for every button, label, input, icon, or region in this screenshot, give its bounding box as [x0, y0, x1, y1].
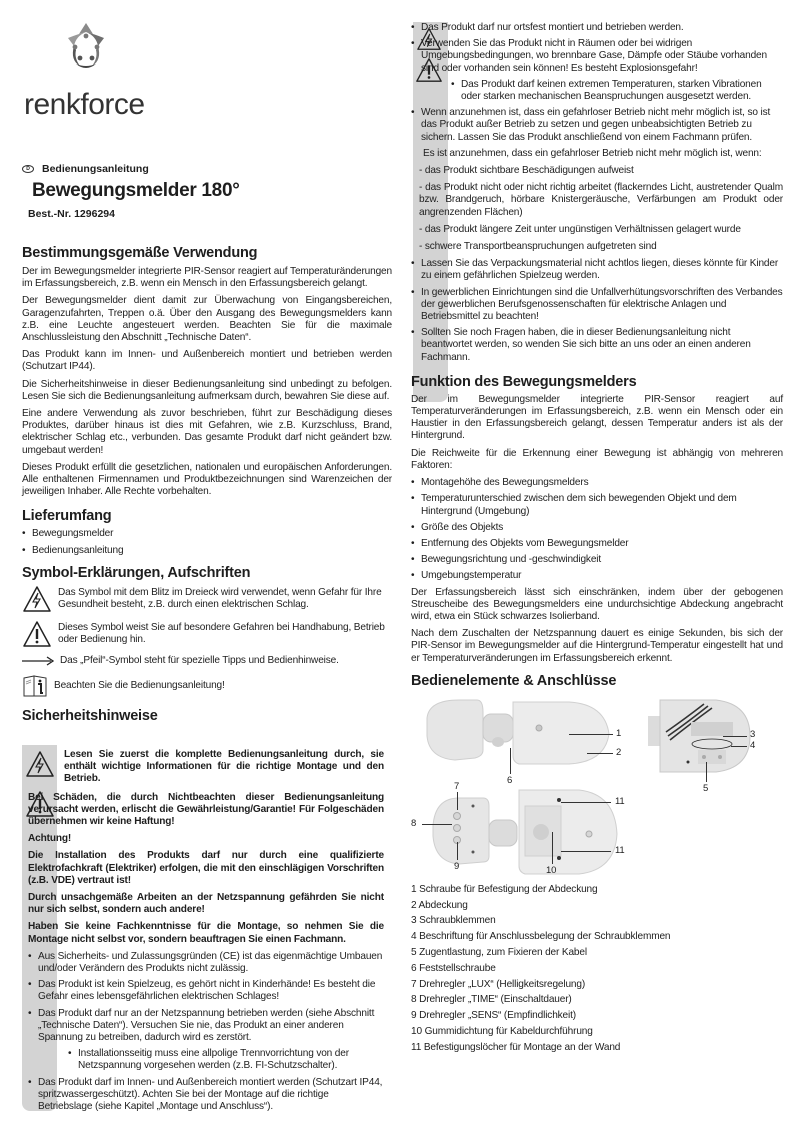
- device-figure: [411, 696, 783, 876]
- safety-item: • Das Produkt darf keinen extremen Temperaturen, starken Vibrationen oder starken mechanischen Beanspruchungen ausgesetzt werden.: [451, 79, 783, 103]
- lightning-triangle-icon: [22, 585, 52, 613]
- list-item: • Bewegungsmelder: [22, 528, 392, 540]
- renkforce-star-icon: [56, 20, 116, 80]
- brand-logo: [22, 20, 162, 120]
- article-number: Best.-Nr. 1296294: [28, 208, 115, 220]
- callout-2: 2: [616, 746, 622, 758]
- paragraph: Nach dem Zuschalten der Netzspannung dauert es einige Sekunden, bis sich der PIR-Sensor im Bewegungsmelder auf die Hintergrund-Temperatur eingestellt hat und er Temperaturveränderungen im Erfassungsbereich erkennt.: [411, 628, 783, 664]
- paragraph: Der im Bewegungsmelder integrierte PIR-Sensor reagiert auf Temperaturänderungen im Erfassungsbereich, z.B. wenn ein Mensch in den Erfassungsbereich gelangt.: [22, 266, 392, 290]
- safety-item: • Installationsseitig muss eine allpolige Trennvorrichtung von der Netzspannung vorgesehen werden (z.B. FI-Schutzschalter).: [68, 1048, 384, 1072]
- condition-item: - das Produkt längere Zeit unter ungünstigen Verhältnissen gelagert wurde: [419, 223, 741, 235]
- safety-item: • Verwenden Sie das Produkt nicht in Räumen oder bei widrigen Umgebungsbedingungen, wo brennbare Gase, Dämpfe oder Stäube vorhanden sind oder vorhanden sein können! Es besteht Explosionsgefahr!: [411, 38, 783, 75]
- right-column: [411, 22, 783, 1058]
- list-item: • Entfernung des Objekts vom Bewegungsmelder: [411, 538, 783, 550]
- safety-item: • Wenn anzunehmen ist, dass ein gefahrloser Betrieb nicht mehr möglich ist, so ist das Produkt außer Betrieb zu setzen und gegen unbeabsichtigten Betrieb zu sichern. Lassen Sie das Produkt anschließend von einem Fachmann prüfen.: [411, 107, 783, 144]
- paragraph: Dieses Produkt erfüllt die gesetzlichen, nationalen und europäischen Anforderungen. Alle enthaltenen Firmennamen und Produktbezeichnungen sind Warenzeichen der jeweiligen Inhaber. Alle Rechte vorbehalten.: [22, 461, 392, 498]
- section-heading-safety: Sicherheitshinweise: [22, 708, 158, 725]
- safety-left-content: [28, 749, 384, 1117]
- callout-8: 8: [411, 817, 417, 829]
- callout-4: 4: [750, 739, 756, 751]
- symbol-text: Beachten Sie die Bedienungsanleitung!: [54, 679, 225, 691]
- symbol-text: Das Symbol mit dem Blitz im Dreieck wird verwendet, wenn Gefahr für Ihre Gesundheit besteht, z.B. durch einen elektrischen Schlag.: [58, 586, 382, 611]
- brand-name: renkforce: [24, 88, 145, 121]
- symbol-row: [22, 585, 392, 613]
- legend-item: 10 Gummidichtung für Kabeldurchführung: [411, 1025, 593, 1037]
- callout-11a: 11: [615, 795, 625, 807]
- conditions-list: [411, 165, 783, 253]
- symbol-row: [22, 620, 392, 648]
- legend-item: 9 Drehregler „SENS“ (Empfindlichkeit): [411, 1010, 576, 1022]
- list-item: • Montagehöhe des Bewegungsmelders: [411, 477, 783, 489]
- legend-item: 3 Schraubklemmen: [411, 915, 496, 927]
- safety-item: • Aus Sicherheits- und Zulassungsgründen (CE) ist das eigenmächtige Umbauen und/oder Verändern des Produkts nicht zulässig.: [28, 951, 384, 975]
- safety-item: • Das Produkt darf nur an der Netzspannung betrieben werden (siehe Abschnitt „Technische Daten“). Versuchen Sie nie, das Produkt an einer anderen Spannung zu betreiben, dadurch wird es zerstört.: [28, 1008, 384, 1045]
- safety-item: • Das Produkt darf im Innen- und Außenbereich montiert werden (Schutzart IP44, spritzwassergeschützt). Achten Sie bei der Montage auf die richtige Betriebslage (siehe Kapitel „Montage und Anschluss“).: [28, 1077, 384, 1114]
- doc-type-label: [22, 163, 149, 175]
- section-heading-function: Funktion des Bewegungsmelders: [411, 373, 637, 390]
- legend-item: 11 Befestigungslöcher für Montage an der Wand: [411, 1041, 621, 1053]
- section-heading-scope: Lieferumfang: [22, 508, 112, 525]
- legend-item: 7 Drehregler „LUX“ (Helligkeitsregelung): [411, 978, 586, 990]
- callout-5: 5: [703, 782, 709, 794]
- callout-10: 10: [546, 864, 557, 876]
- paragraph: Das Produkt kann im Innen- und Außenbereich montiert und betrieben werden (Schutzart IP44).: [22, 349, 392, 373]
- doc-type-text: Bedienungsanleitung: [42, 163, 149, 175]
- legend-item: 4 Beschriftung für Anschlussbelegung der Schraubklemmen: [411, 931, 671, 943]
- condition-item: - schwere Transportbeanspruchungen aufgetreten sind: [419, 241, 657, 253]
- factors-list: [411, 477, 783, 582]
- callout-1: 1: [616, 727, 622, 739]
- arrow-icon: [22, 656, 54, 666]
- list-item: • Größe des Objekts: [411, 522, 783, 534]
- paragraph: Eine andere Verwendung als zuvor beschrieben, führt zur Beschädigung dieses Produktes, darüber hinaus ist dies mit Gefahren, wie z.B. Kurzschluss, Brand, elektrischer Schlag etc., verbunden. Das gesamte Produkt darf nicht geändert bzw. umgebaut werden!: [22, 408, 392, 456]
- legend-item: 1 Schraube für Befestigung der Abdeckung: [411, 883, 598, 895]
- callout-3: 3: [750, 728, 756, 740]
- list-item: • Bewegungsrichtung und -geschwindigkeit: [411, 554, 783, 566]
- paragraph: Der Erfassungsbereich lässt sich einschränken, indem über der gebogenen Streuscheibe des Bewegungsmelders eine undurchsichtige Abdeckung angebracht wird, etwa ein Stück schwarzes Isolierband.: [411, 586, 783, 622]
- language-de-icon: D: [22, 165, 34, 173]
- safety-item: • Lassen Sie das Verpackungsmaterial nicht achtlos liegen, dieses könnte für Kinder zu einem gefährlichen Spielzeug werden.: [411, 258, 783, 282]
- paragraph: Der im Bewegungsmelder integrierte PIR-Sensor reagiert auf Temperaturveränderungen im Erfassungsbereich, z.B. wenn ein Mensch oder ein Haustier in den Erfassungsbereich gelangt, dessen Temperatur anders ist als der Hintergrund.: [411, 393, 783, 442]
- safety-item: • In gewerblichen Einrichtungen sind die Unfallverhütungsvorschriften des Verbandes der gewerblichen Berufsgenossenschaften für elektrische Anlagen und Betriebsmittel zu beachten!: [411, 287, 783, 324]
- legend-item: 2 Abdeckung: [411, 899, 468, 911]
- callout-7: 7: [454, 780, 460, 792]
- safety-note: Haben Sie keine Fachkenntnisse für die Montage, so nehmen Sie die Montage nicht selbst vor, sondern beauftragen Sie einen Fachmann.: [28, 921, 384, 945]
- legend-item: 5 Zugentlastung, zum Fixieren der Kabel: [411, 946, 587, 958]
- safety-note: Bei Schäden, die durch Nichtbeachten dieser Bedienungsanleitung verursacht werden, erlischt die Gewährleistung/Garantie! Für Folgeschäden übernehmen wir keine Haftung!: [28, 791, 384, 828]
- callout-6: 6: [507, 774, 513, 786]
- symbol-text: Dieses Symbol weist Sie auf besondere Gefahren bei Handhabung, Betrieb oder Bedienung hin.: [58, 621, 385, 646]
- left-column: [22, 245, 392, 727]
- safety-note: Durch unsachgemäße Arbeiten an der Netzspannung gefährden Sie nicht nur sich selbst, sondern auch andere!: [28, 892, 384, 916]
- callout-11b: 11: [615, 844, 625, 856]
- safety-list-continued: [411, 22, 783, 144]
- condition-item: - das Produkt sichtbare Beschädigungen aufweist: [419, 165, 634, 177]
- safety-note: Lesen Sie zuerst die komplette Bedienungsanleitung durch, sie enthält wichtige Informationen für die richtige Montage und den Betrieb.: [64, 749, 384, 785]
- attention-label: Achtung!: [28, 833, 72, 845]
- section-heading-symbols: Symbol-Erklärungen, Aufschriften: [22, 564, 251, 581]
- safety-item: • Das Produkt ist kein Spielzeug, es gehört nicht in Kinderhände! Es besteht die Gefahr eines lebensgefährlichen elektrischen Schlages!: [28, 979, 384, 1003]
- paragraph: Die Reichweite für die Erkennung einer Bewegung ist abhängig von mehreren Faktoren:: [411, 447, 783, 471]
- safety-item: • Sollten Sie noch Fragen haben, die in dieser Bedienungsanleitung nicht beantwortet werden, so wenden Sie sich bitte an uns oder an einen anderen Fachmann.: [411, 327, 783, 364]
- list-item: • Temperaturunterschied zwischen dem sich bewegenden Objekt und dem Hintergrund (Umgebung): [411, 493, 783, 517]
- safety-item: • Das Produkt darf nur ortsfest montiert und betrieben werden.: [411, 22, 783, 34]
- callout-9: 9: [454, 860, 460, 872]
- list-item: • Umgebungstemperatur: [411, 570, 783, 582]
- legend-item: 8 Drehregler „TIME“ (Einschaltdauer): [411, 994, 572, 1006]
- section-heading-controls: Bedienelemente & Anschlüsse: [411, 672, 617, 689]
- legend-item: 6 Feststellschraube: [411, 962, 496, 974]
- list-item: • Bedienungsanleitung: [22, 545, 392, 557]
- exclamation-triangle-icon: [22, 620, 52, 648]
- product-title: Bewegungsmelder 180°: [32, 180, 240, 201]
- device-front-image: [419, 696, 622, 776]
- paragraph: Die Sicherheitshinweise in dieser Bedienungsanleitung sind unbedingt zu befolgen. Lesen Sie sich die Bedienungsanleitung aufmerksam durch, bewahren Sie diese auf.: [22, 378, 392, 402]
- manual-info-icon: [22, 674, 48, 698]
- scope-list: [22, 528, 392, 556]
- symbol-row: [22, 655, 392, 667]
- paragraph: Der Bewegungsmelder dient damit zur Überwachung von Eingangsbereichen, Garagenzufahrten, Treppen o.ä. Über den Ausgang des Bewegungsmelders kann z.B. eine Leuchte angesteuert werden. Beachten Sie für die maximale Anschlussleistung den Abschnitt „Technische Daten“.: [22, 295, 392, 344]
- condition-item: - das Produkt nicht oder nicht richtig arbeitet (flackerndes Licht, austretender Qualm bzw. Brandgeruch, hörbare Knistergeräusche, Verfärbungen am Produkt oder angrenzenden Flächen): [419, 182, 783, 218]
- condition-intro: Es ist anzunehmen, dass ein gefahrloser Betrieb nicht mehr möglich ist, wenn:: [423, 147, 762, 159]
- symbol-row: [22, 674, 392, 698]
- section-heading-intended-use: Bestimmungsgemäße Verwendung: [22, 245, 258, 261]
- controls-legend: [411, 884, 783, 1054]
- symbol-text: Das „Pfeil“-Symbol steht für spezielle Tipps und Bedienhinweise.: [60, 654, 339, 666]
- safety-note: Die Installation des Produkts darf nur durch eine qualifizierte Elektrofachkraft (Elektriker) erfolgen, die mit den einschlägigen Vorschriften (z.B. VDE) vertraut ist!: [28, 850, 384, 886]
